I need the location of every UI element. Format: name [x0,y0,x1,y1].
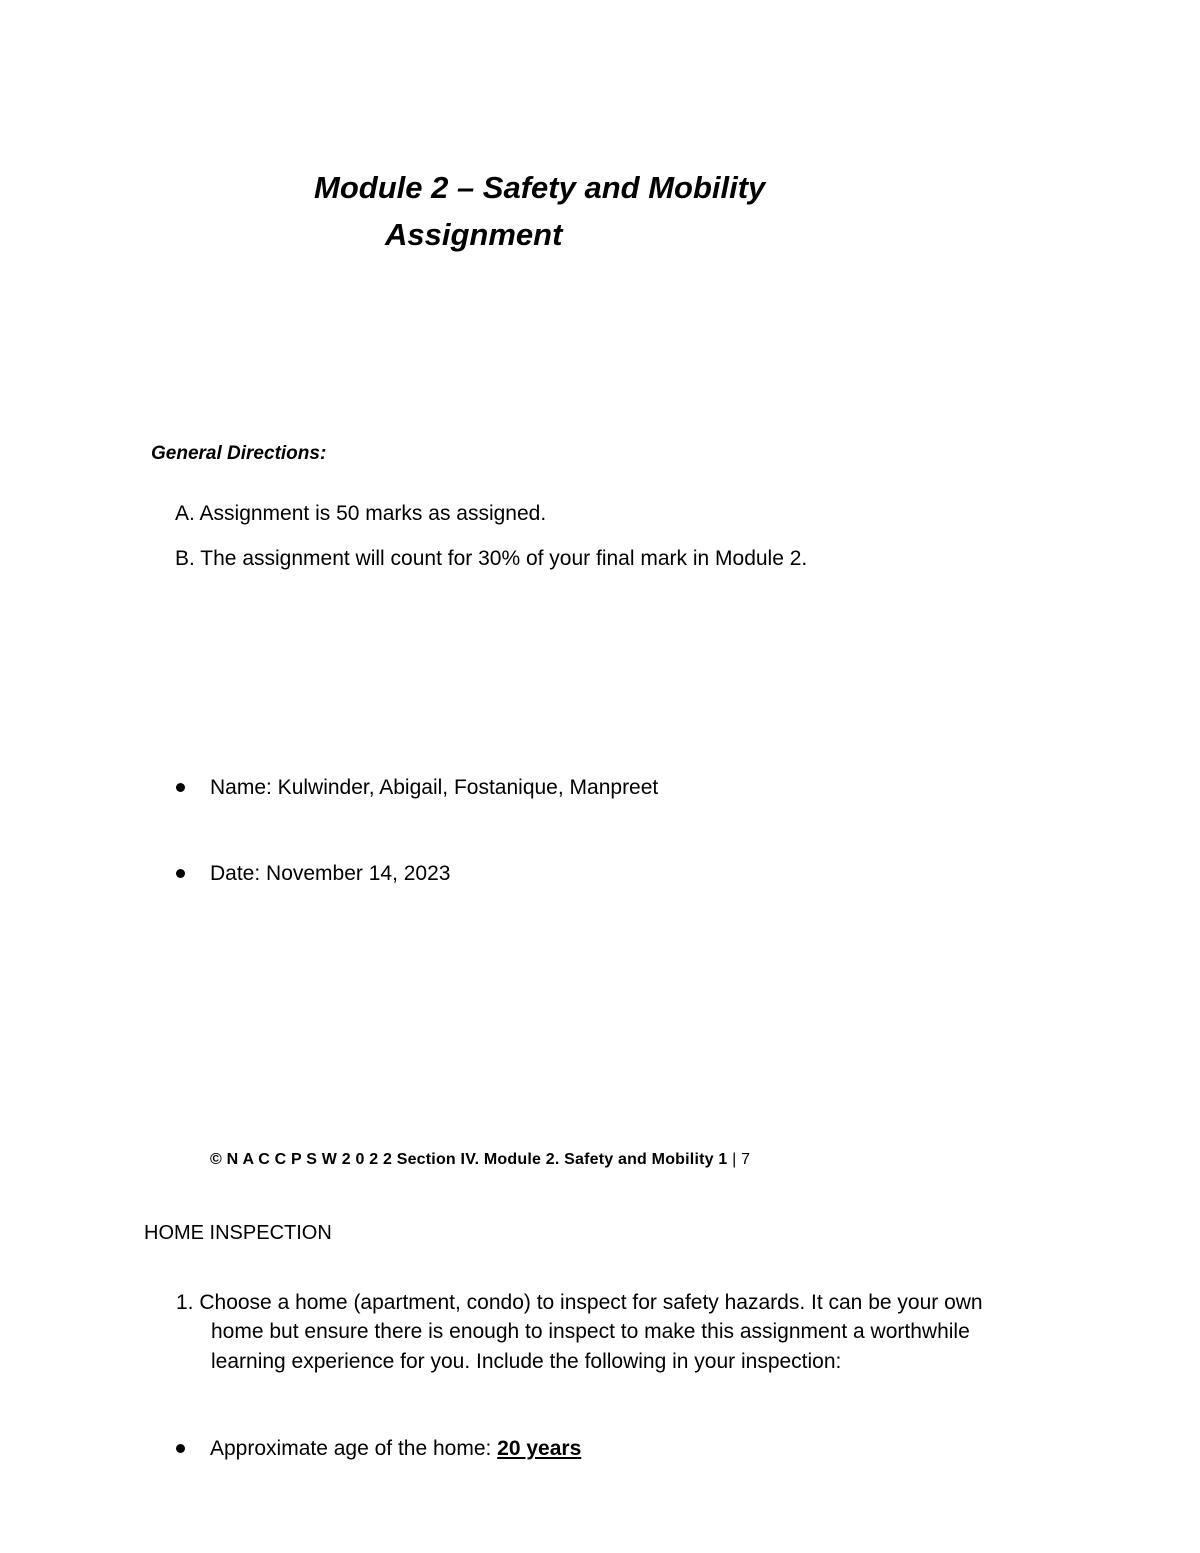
instruction-line-2: home but ensure there is enough to inspect to make this assignment a worthwhile [211,1320,970,1343]
footer-page-number: | 7 [727,1151,751,1168]
section-heading: HOME INSPECTION [144,1222,332,1244]
assignment-date: Date: November 14, 2023 [210,862,451,885]
direction-item-b: B. The assignment will count for 30% of your final mark in Module 2. [175,547,808,570]
directions-heading: General Directions: [151,443,327,464]
footer-copyright: © N A C C P S W 2 0 2 2 Section IV. Module 2. Safety and Mobility 1 [210,1151,728,1168]
page-title: Module 2 – Safety and Mobility [314,170,766,205]
bullet-icon [176,783,185,792]
home-age-answer: 20 years [497,1437,582,1460]
bullet-icon [176,1444,185,1453]
bullet-icon [176,869,185,878]
home-age-item [210,1438,581,1459]
page-footer [210,1151,750,1169]
instruction-line-3: learning experience for you. Include the following in your inspection: [211,1350,842,1373]
page-subtitle: Assignment [385,217,563,252]
group-names: Name: Kulwinder, Abigail, Fostanique, Manpreet [210,776,659,799]
instruction-line-1: 1. Choose a home (apartment, condo) to inspect for safety hazards. It can be your own [176,1291,983,1314]
home-age-label: Approximate age of the home: [210,1437,498,1460]
direction-item-a: A. Assignment is 50 marks as assigned. [175,502,547,525]
